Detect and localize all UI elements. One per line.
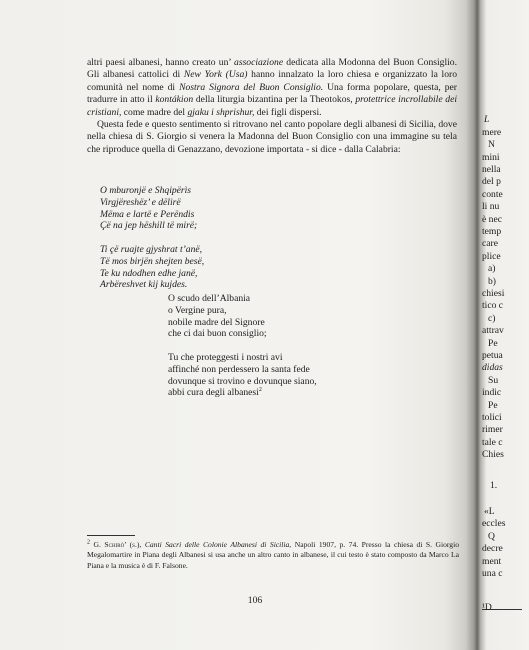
right-page-fragment: plice (482, 251, 501, 262)
text-run: Una forma popolare, questa, per tradurre in atto il (87, 81, 457, 106)
right-page-fragment: Chies (482, 449, 504, 460)
poem-stanza-2 (100, 244, 300, 291)
body-text (87, 57, 457, 156)
poem-line: Arbëreshvet kij kujdes. (100, 279, 188, 291)
right-page-fragment: c) (488, 313, 496, 324)
translation-line (168, 387, 368, 399)
right-page-fragment: eccles (482, 518, 506, 529)
paragraph-1 (87, 57, 457, 119)
text-run: dedicata alla Modonna del Buon Consiglio. Gli albanesi cattolici di (87, 57, 457, 81)
footnote-title: Canti Sacri delle Colonie Albanesi di Sicilia, (144, 540, 292, 549)
italic-run: protettrice incrollabile dei cristiani, (87, 94, 457, 118)
italic-run: associazione (234, 57, 284, 68)
poem-line: Çë na jep hëshill të mirë; (100, 220, 198, 232)
translation-line: dovunque si trovino e dovunque siano, (168, 375, 317, 387)
footnote-reference[interactable]: 2 (258, 387, 262, 394)
right-page-fragment: attrav (482, 325, 504, 336)
poem-italian (168, 293, 368, 411)
footnote-rest: Napoli 1907, p. 74. Presso la chiesa di S. Giorgio Megalomartire in Piana degli Albanesi si usa anche un altro canto in albanese, il cui testo è stato composto da Marco La Piana e la musica è di F. Falsone. (87, 540, 459, 570)
right-page-fragment: Q (488, 531, 495, 542)
translation-line: affinché non perdessero la santa fede (168, 363, 310, 375)
right-page-fragment: tolici (482, 412, 502, 423)
poem-stanza-1 (100, 185, 300, 232)
poem-line: Virgjëreshëz’ e dëlirë (100, 196, 181, 208)
translation-line: nobile madre del Signore (168, 316, 265, 328)
right-page-fragment: tale c (482, 437, 503, 448)
text-run: hanno innalzato la loro chiesa e organizzato la loro comunità nel nome di (87, 69, 458, 93)
right-page-fragment: chiesi (482, 288, 505, 299)
text-run: dei figli dispersi. (254, 106, 322, 118)
poem-albanian (100, 185, 300, 303)
right-page-fragment: b) (488, 276, 496, 287)
footnote-rule (87, 535, 135, 536)
poem-line: O mburonjë e Shqipërìs (100, 185, 192, 196)
translation-line: Tu che proteggesti i nostri avi (168, 351, 283, 363)
right-page-fragment: rimer (482, 424, 503, 435)
right-page-fragment: didas (482, 362, 503, 373)
right-page-fragment: conte (482, 189, 503, 200)
right-page-edge (482, 0, 529, 650)
translation-text: abbi cura degli albanesi (168, 387, 259, 399)
right-page-fragment: N (488, 139, 495, 150)
right-page-fragment: del p (482, 176, 501, 187)
right-page-fragment: ment (482, 556, 502, 567)
right-page-fragment: mini (482, 152, 500, 163)
italic-run: Nostra Signora del Buon Consiglio. (179, 81, 324, 93)
poem-line: Te ku ndodhen edhe janë, (100, 267, 198, 279)
italic-run: gjaku i shprishur, (187, 106, 255, 118)
translation-stanza-1 (168, 293, 368, 340)
paragraph-2: Questa fede e questo sentimento si ritrovano nel canto popolare degli albanesi di Sicilia, dove nella chiesa di S. Giorgio si venera la Madonna del Buon Consiglio con una immagine su tela che riproduce quella di Genazzano, devozione importata - si dice - dalla Calabria: (87, 119, 457, 155)
italic-run: kontákion (155, 94, 194, 106)
right-page-fragment: 1. (490, 480, 498, 491)
translation-line: che ci dai buon consiglio; (168, 328, 267, 340)
right-page-fragment: «L (484, 506, 495, 517)
right-page-fragment: petua (482, 350, 503, 361)
footnote (87, 540, 459, 571)
translation-stanza-2 (168, 352, 368, 399)
right-page-fragment: L (484, 114, 490, 125)
right-page-fragment: decre (482, 543, 503, 554)
right-page-fragment: Pe (488, 400, 498, 411)
right-page-fragment: nella (482, 164, 501, 175)
right-page-fragment: tico c (482, 300, 504, 311)
right-page-fragment: indic (482, 387, 502, 398)
poem-line: Ti çë ruajte gjyshrat t’anë, (100, 243, 203, 255)
right-page-fragment: care (482, 238, 498, 249)
text-run: come madre del (121, 106, 188, 118)
right-page-fragment: temp (482, 226, 502, 237)
translation-line: O scudo dell’Albania (168, 293, 251, 304)
page-number: 106 (247, 595, 263, 606)
right-page-fragment: Pe (488, 338, 498, 349)
right-page-fragment: ¹D (482, 602, 492, 613)
poem-line: Mëma e lartë e Perëndis (100, 208, 195, 220)
text-run: altri paesi albanesi, hanno creato un’ (87, 57, 235, 68)
right-page-fragment: è nec (482, 214, 502, 225)
poem-line: Të mos birjën shejten besë, (100, 255, 205, 267)
translation-line: o Vergine pura, (168, 304, 227, 316)
footnote-author: G. Schirò’ (s.), (93, 540, 142, 549)
right-page-fragment: li nu (482, 201, 500, 212)
right-page-fragment: Su (488, 375, 499, 386)
right-page-fragment: mere (482, 127, 502, 138)
right-page-fragment: una c (482, 568, 503, 579)
footnote-number: 2 (87, 539, 90, 546)
text-run: della liturgia bizantina per la Theotokos, (193, 94, 356, 106)
right-page-fragment: a) (488, 263, 496, 274)
italic-run: New York (Usa) (183, 69, 248, 81)
